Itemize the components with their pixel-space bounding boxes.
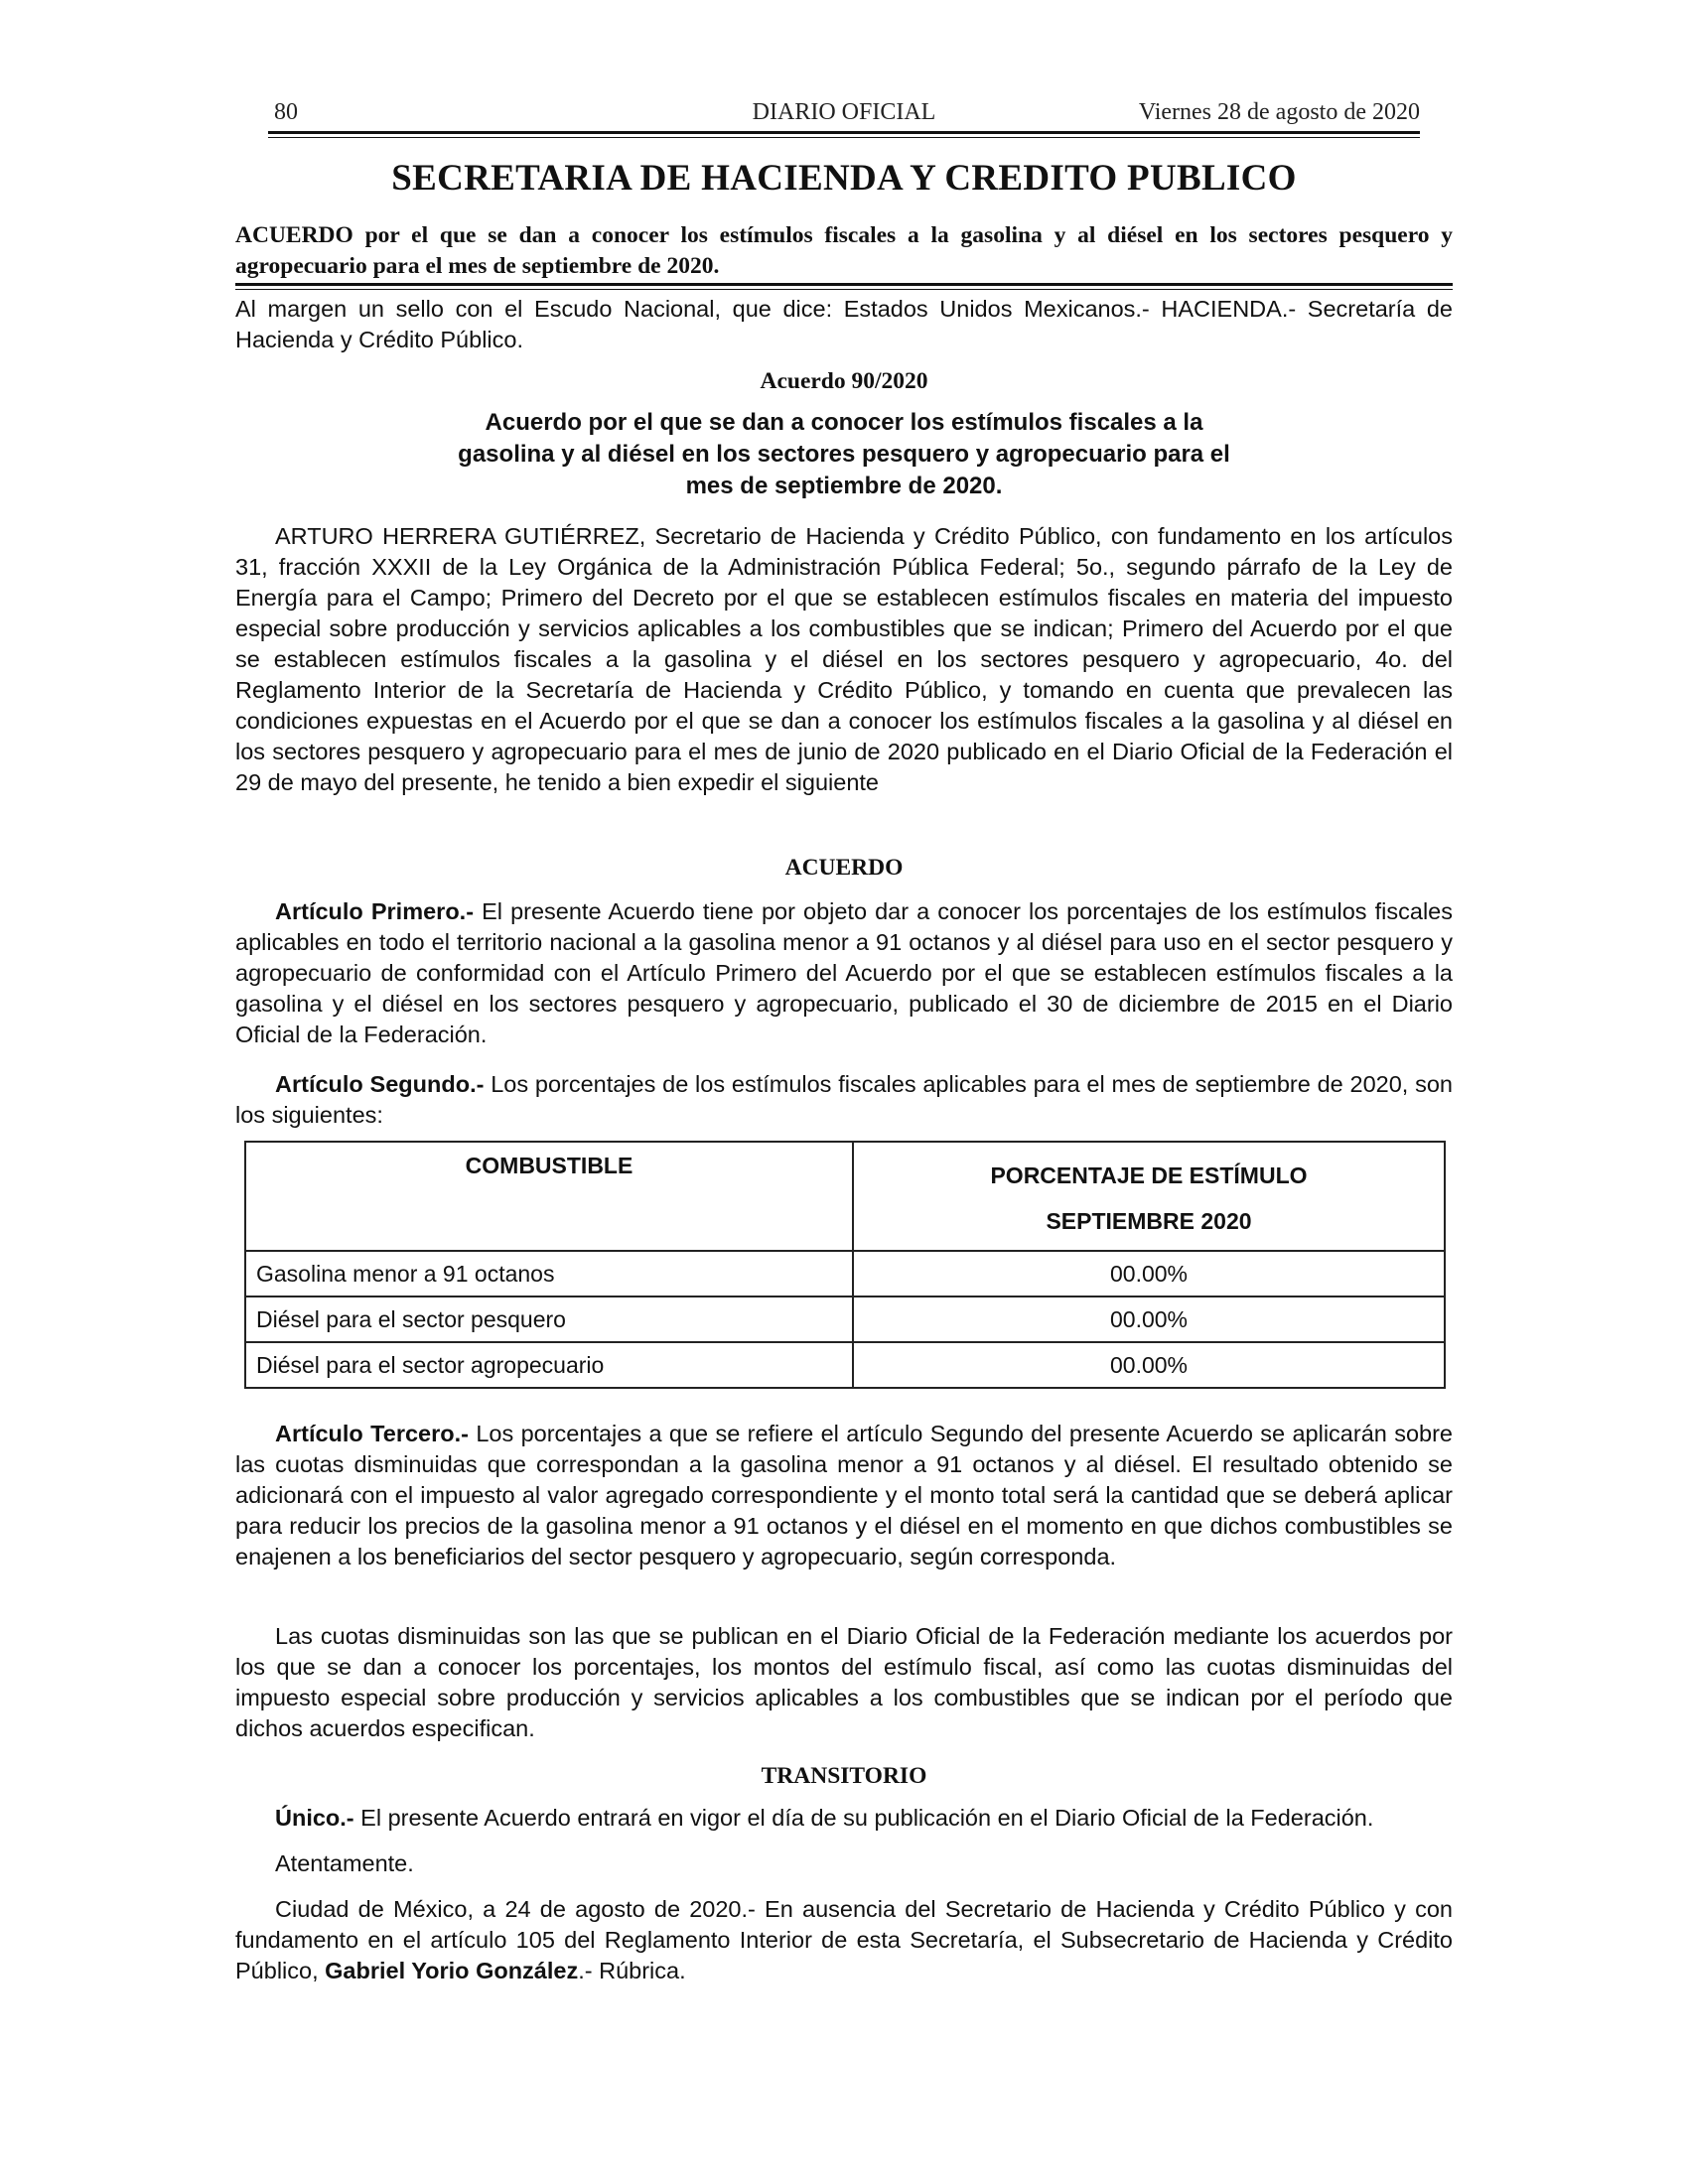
section-heading-acuerdo: ACUERDO bbox=[784, 855, 904, 881]
page-number: 80 bbox=[274, 99, 298, 125]
margin-note: Al margen un sello con el Escudo Nacional, que dice: Estados Unidos Mexicanos.- HACIENDA.- Secretaría de Hacienda y Crédito Público. bbox=[235, 296, 1453, 352]
preamble-paragraph: ARTURO HERRERA GUTIÉRREZ, Secretario de Hacienda y Crédito Público, con fundamento en los artículos 31, fracción XXXII de la Ley Orgánica de la Administración Pública Federal; 5o., segundo párrafo de la Ley de Energía para el Campo; Primero del Decreto por el que se establecen estímulos fiscales en materia del impuesto especial sobre producción y servicios aplicables a los combustibles que se indican; Primero del Acuerdo por el que se establecen estímulos fiscales a la gasolina y el diésel en los sectores pesquero y agropecuario, 4o. del Reglamento Interior de la Secretaría de Hacienda y Crédito Público, y tomando en cuenta que prevalecen las condiciones expuestas en el Acuerdo por el que se dan a conocer los estímulos fiscales a la gasolina y al diésel en los sectores pesquero y agropecuario para el mes de junio de 2020 publicado en el Diario Oficial de la Federación el 29 de mayo del presente, he tenido a bien expedir el siguiente bbox=[235, 523, 1453, 795]
article-label: Artículo Tercero.- bbox=[275, 1421, 469, 1446]
publication-date: Viernes 28 de agosto de 2020 bbox=[1138, 99, 1420, 125]
article-text: Los porcentajes de los estímulos fiscales aplicables para el mes de septiembre de 2020, son los siguientes: bbox=[235, 1071, 1453, 1128]
article-label: Único.- bbox=[275, 1805, 354, 1831]
column-header-line: SEPTIEMBRE 2020 bbox=[1046, 1208, 1252, 1234]
cuotas-paragraph: Las cuotas disminuidas son las que se publican en el Diario Oficial de la Federación mediante los acuerdos por los que se dan a conocer los porcentajes, los montos del estímulo fiscal, así como las cuotas disminuidas del impuesto especial sobre producción y servicios aplicables a los combustibles que se indican por el período que dichos acuerdos especifican. bbox=[235, 1623, 1453, 1741]
table-row bbox=[245, 1342, 1445, 1388]
percentage-cell: 00.00% bbox=[853, 1251, 1445, 1297]
column-header-percentage bbox=[853, 1142, 1445, 1251]
fuel-cell: Gasolina menor a 91 octanos bbox=[245, 1251, 853, 1297]
signature-text: Ciudad de México, a 24 de agosto de 2020.- En ausencia del Secretario de Hacienda y Crédito Público y con fundamento en el artículo 105 del Reglamento Interior de esta Secretaría, el Subsecretario de Hacienda y Crédito Público, bbox=[235, 1896, 1453, 1983]
fuel-cell: Diésel para el sector agropecuario bbox=[245, 1342, 853, 1388]
header-rule-thick bbox=[268, 131, 1420, 134]
stimulus-table bbox=[244, 1141, 1446, 1389]
document-summary: ACUERDO por el que se dan a conocer los estímulos fiscales a la gasolina y al diésel en los sectores pesquero y agropecuario para el mes de septiembre de 2020. bbox=[235, 222, 1453, 279]
signatory-name: Gabriel Yorio González bbox=[325, 1958, 579, 1983]
header-rule-thin bbox=[268, 137, 1420, 138]
agreement-title-line: mes de septiembre de 2020. bbox=[685, 473, 1003, 499]
section-heading-transitorio: TRANSITORIO bbox=[761, 1763, 927, 1789]
fuel-cell: Diésel para el sector pesquero bbox=[245, 1297, 853, 1342]
column-header-line: PORCENTAJE DE ESTÍMULO bbox=[990, 1162, 1308, 1188]
column-header-fuel: COMBUSTIBLE bbox=[245, 1142, 853, 1251]
agreement-title-line: Acuerdo por el que se dan a conocer los estímulos fiscales a la bbox=[485, 409, 1203, 436]
percentage-cell: 00.00% bbox=[853, 1297, 1445, 1342]
percentage-cell: 00.00% bbox=[853, 1342, 1445, 1388]
signature-paragraph bbox=[235, 1894, 1453, 1986]
table-header-row bbox=[245, 1142, 1445, 1251]
closing-text: Atentamente. bbox=[275, 1850, 414, 1876]
signature-suffix: .- Rúbrica. bbox=[578, 1958, 686, 1983]
publication-name: DIARIO OFICIAL bbox=[752, 99, 936, 125]
article-label: Artículo Segundo.- bbox=[275, 1071, 485, 1097]
agreement-title bbox=[377, 407, 1311, 502]
article-label: Artículo Primero.- bbox=[275, 898, 475, 924]
summary-rule-thin bbox=[235, 289, 1453, 290]
table-row bbox=[245, 1297, 1445, 1342]
table-row bbox=[245, 1251, 1445, 1297]
article-text: El presente Acuerdo tiene por objeto dar a conocer los porcentajes de los estímulos fiscales aplicables en todo el territorio nacional a la gasolina menor a 91 octanos y al diésel para uso en el sector pesquero y agropecuario de conformidad con el Artículo Primero del Acuerdo por el que se establecen estímulos fiscales a la gasolina y el diésel en los sectores pesquero y agropecuario, publicado el 30 de diciembre de 2015 en el Diario Oficial de la Federación. bbox=[235, 898, 1453, 1047]
article-text: Los porcentajes a que se refiere el artículo Segundo del presente Acuerdo se aplicarán sobre las cuotas disminuidas que correspondan a la gasolina menor a 91 octanos y al diésel. El resultado obtenido se adicionará con el impuesto al valor agregado correspondiente y el monto total será la cantidad que se deberá aplicar para reducir los precios de la gasolina menor a 91 octanos y el diésel en el momento en que dichos combustibles se enajenen a los beneficiarios del sector pesquero y agropecuario, según corresponda. bbox=[235, 1421, 1453, 1570]
agreement-number: Acuerdo 90/2020 bbox=[760, 368, 928, 394]
agreement-title-line: gasolina y al diésel en los sectores pesquero y agropecuario para el bbox=[458, 441, 1230, 468]
article-primero bbox=[235, 896, 1453, 1050]
unico-paragraph bbox=[235, 1803, 1453, 1834]
article-tercero bbox=[235, 1419, 1453, 1572]
page-header bbox=[268, 93, 1420, 129]
summary-rule-thick bbox=[235, 283, 1453, 286]
article-segundo bbox=[235, 1069, 1453, 1131]
ministry-title: SECRETARIA DE HACIENDA Y CREDITO PUBLICO bbox=[391, 158, 1297, 199]
article-text: El presente Acuerdo entrará en vigor el día de su publicación en el Diario Oficial de la Federación. bbox=[353, 1805, 1374, 1831]
